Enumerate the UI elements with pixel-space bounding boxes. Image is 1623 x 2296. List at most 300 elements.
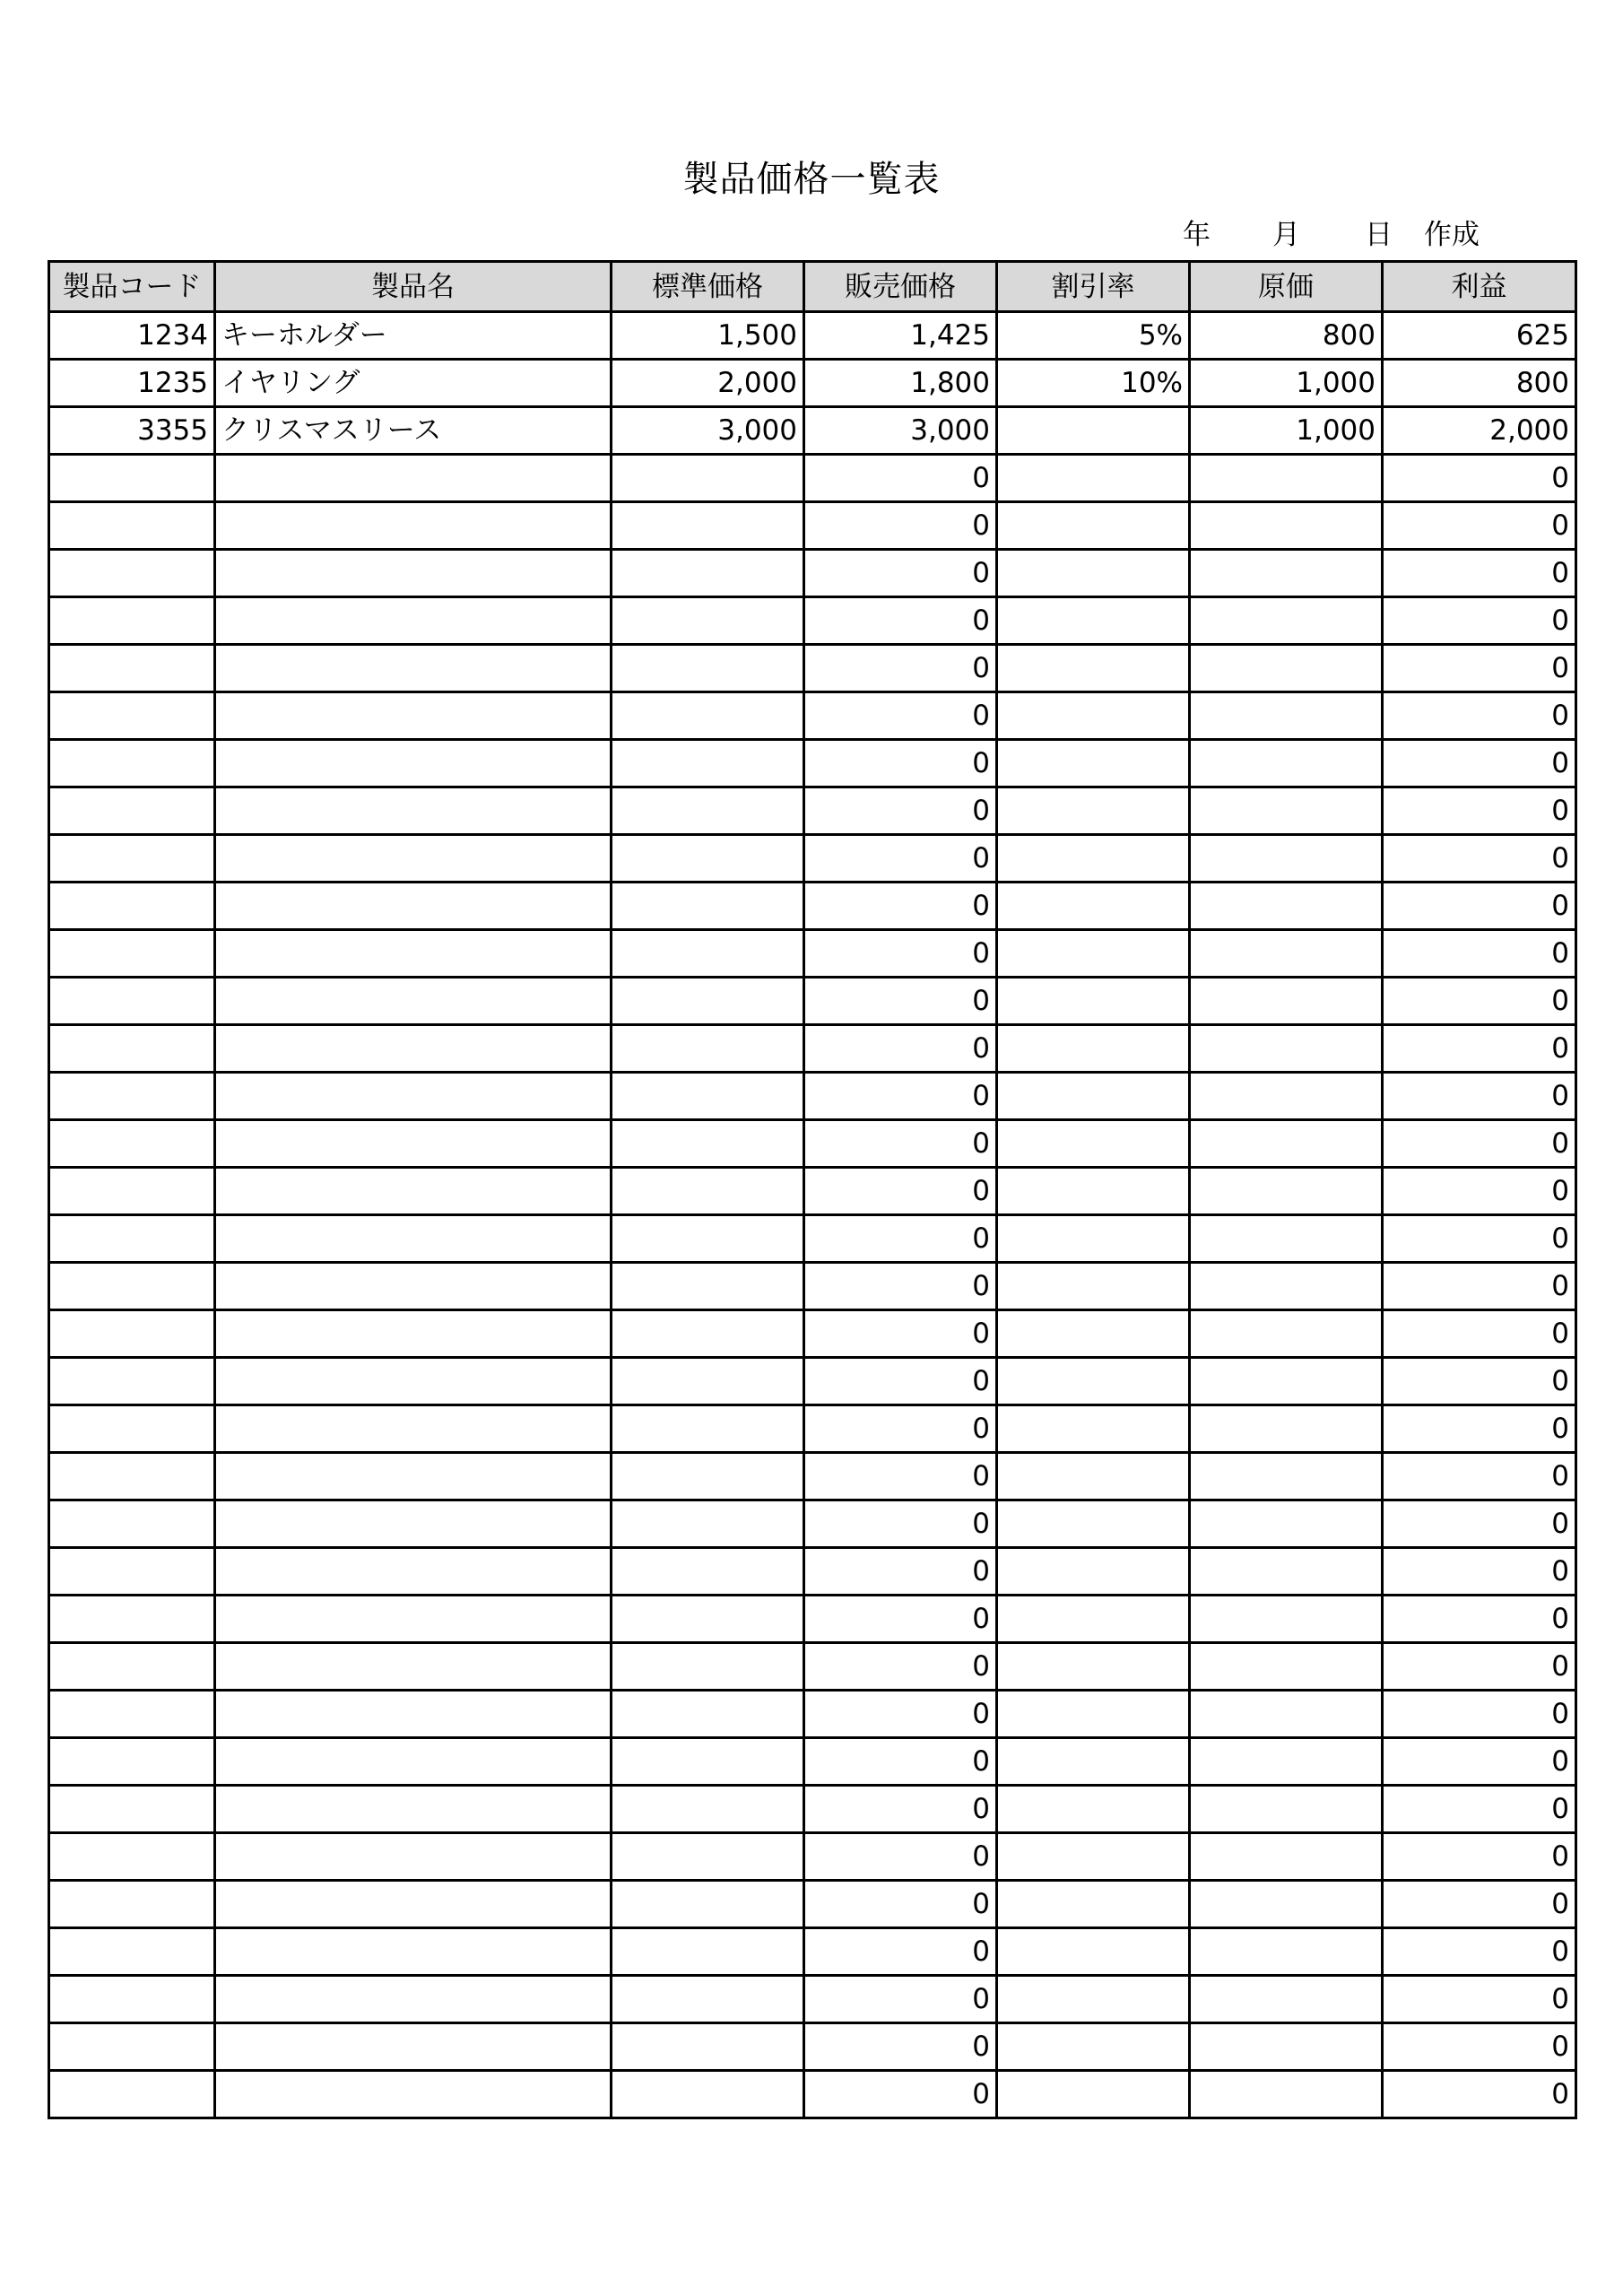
cell-standard-price <box>612 978 804 1025</box>
table-row <box>49 835 1576 883</box>
cell-profit: 0 <box>1383 1786 1576 1833</box>
cell-sale-price: 0 <box>804 455 997 502</box>
cell-sale-price: 0 <box>804 1025 997 1073</box>
table-row <box>49 692 1576 740</box>
table-row <box>49 1643 1576 1691</box>
table-row <box>49 1358 1576 1405</box>
cell-sale-price: 0 <box>804 692 997 740</box>
cell-profit: 0 <box>1383 1405 1576 1453</box>
cell-product-code <box>49 1120 215 1168</box>
cell-product-code <box>49 692 215 740</box>
cell-discount-rate <box>997 787 1190 835</box>
cell-cost <box>1190 787 1383 835</box>
header-discount-rate: 割引率 <box>997 262 1190 312</box>
cell-discount-rate <box>997 1596 1190 1643</box>
cell-cost <box>1190 740 1383 787</box>
cell-profit: 0 <box>1383 1548 1576 1596</box>
cell-cost <box>1190 930 1383 978</box>
table-row <box>49 1168 1576 1215</box>
cell-standard-price <box>612 550 804 597</box>
cell-product-name <box>215 1358 612 1405</box>
cell-discount-rate <box>997 1168 1190 1215</box>
cell-product-name: キーホルダー <box>215 312 612 360</box>
cell-profit: 0 <box>1383 1596 1576 1643</box>
cell-standard-price: 1,500 <box>612 312 804 360</box>
cell-product-name <box>215 1928 612 1976</box>
cell-product-name <box>215 835 612 883</box>
cell-standard-price <box>612 1120 804 1168</box>
document-title: 製品価格一覧表 <box>682 159 941 200</box>
cell-standard-price <box>612 692 804 740</box>
cell-product-name <box>215 1691 612 1738</box>
cell-standard-price <box>612 597 804 645</box>
cell-standard-price: 3,000 <box>612 407 804 455</box>
cell-product-code <box>49 1263 215 1310</box>
cell-standard-price <box>612 1453 804 1500</box>
table-row <box>49 455 1576 502</box>
cell-sale-price: 0 <box>804 1786 997 1833</box>
cell-product-code <box>49 2023 215 2071</box>
cell-product-name <box>215 930 612 978</box>
cell-cost <box>1190 1738 1383 1786</box>
cell-product-name <box>215 550 612 597</box>
date-month-label: 月 <box>1272 219 1300 251</box>
cell-cost <box>1190 883 1383 930</box>
cell-product-name <box>215 740 612 787</box>
cell-standard-price: 2,000 <box>612 360 804 407</box>
cell-discount-rate <box>997 1453 1190 1500</box>
cell-standard-price <box>612 1215 804 1263</box>
cell-cost <box>1190 978 1383 1025</box>
table-row <box>49 645 1576 692</box>
table-row <box>49 740 1576 787</box>
cell-product-name <box>215 1310 612 1358</box>
cell-standard-price <box>612 1928 804 1976</box>
cell-sale-price: 0 <box>804 645 997 692</box>
cell-sale-price: 0 <box>804 883 997 930</box>
cell-product-name <box>215 1120 612 1168</box>
table-row <box>49 1548 1576 1596</box>
cell-cost <box>1190 1025 1383 1073</box>
cell-cost <box>1190 1073 1383 1120</box>
cell-standard-price <box>612 1073 804 1120</box>
cell-product-code <box>49 883 215 930</box>
cell-sale-price: 0 <box>804 502 997 550</box>
cell-profit: 0 <box>1383 597 1576 645</box>
cell-product-code: 1235 <box>49 360 215 407</box>
table-row <box>49 978 1576 1025</box>
cell-product-code <box>49 1453 215 1500</box>
cell-standard-price <box>612 1500 804 1548</box>
cell-product-name <box>215 883 612 930</box>
cell-product-name <box>215 1405 612 1453</box>
cell-product-name <box>215 597 612 645</box>
cell-profit: 0 <box>1383 1168 1576 1215</box>
table-row <box>49 1073 1576 1120</box>
cell-cost <box>1190 550 1383 597</box>
cell-product-code <box>49 1643 215 1691</box>
cell-standard-price <box>612 787 804 835</box>
cell-sale-price: 0 <box>804 1833 997 1881</box>
cell-product-code <box>49 1691 215 1738</box>
table-row <box>49 597 1576 645</box>
table-body <box>49 312 1576 2118</box>
cell-discount-rate <box>997 550 1190 597</box>
cell-profit: 0 <box>1383 1025 1576 1073</box>
cell-standard-price <box>612 1025 804 1073</box>
cell-discount-rate <box>997 692 1190 740</box>
cell-product-code <box>49 502 215 550</box>
cell-product-code <box>49 1976 215 2023</box>
cell-sale-price: 0 <box>804 1881 997 1928</box>
table-row <box>49 550 1576 597</box>
cell-profit: 0 <box>1383 550 1576 597</box>
cell-profit: 0 <box>1383 1073 1576 1120</box>
cell-product-code <box>49 1310 215 1358</box>
header-cost: 原価 <box>1190 262 1383 312</box>
cell-product-code <box>49 835 215 883</box>
cell-sale-price: 0 <box>804 1596 997 1643</box>
cell-sale-price: 1,800 <box>804 360 997 407</box>
cell-product-name <box>215 1263 612 1310</box>
table-row <box>49 360 1576 407</box>
cell-cost <box>1190 597 1383 645</box>
cell-cost <box>1190 1500 1383 1548</box>
cell-profit: 0 <box>1383 930 1576 978</box>
cell-cost <box>1190 1168 1383 1215</box>
cell-cost <box>1190 1358 1383 1405</box>
cell-discount-rate <box>997 2071 1190 2118</box>
cell-cost <box>1190 502 1383 550</box>
cell-standard-price <box>612 502 804 550</box>
cell-cost <box>1190 1643 1383 1691</box>
cell-cost <box>1190 1928 1383 1976</box>
cell-standard-price <box>612 835 804 883</box>
cell-profit: 0 <box>1383 740 1576 787</box>
cell-profit: 0 <box>1383 1643 1576 1691</box>
cell-standard-price <box>612 455 804 502</box>
cell-profit: 0 <box>1383 1263 1576 1310</box>
cell-sale-price: 0 <box>804 1453 997 1500</box>
cell-cost <box>1190 2023 1383 2071</box>
cell-product-code <box>49 1881 215 1928</box>
cell-discount-rate <box>997 1976 1190 2023</box>
cell-discount-rate <box>997 1405 1190 1453</box>
cell-discount-rate <box>997 930 1190 978</box>
cell-discount-rate <box>997 1120 1190 1168</box>
cell-cost <box>1190 1263 1383 1310</box>
cell-cost <box>1190 1881 1383 1928</box>
cell-sale-price: 0 <box>804 740 997 787</box>
cell-cost <box>1190 455 1383 502</box>
cell-discount-rate <box>997 978 1190 1025</box>
cell-product-name <box>215 1500 612 1548</box>
cell-discount-rate <box>997 1786 1190 1833</box>
cell-standard-price <box>612 930 804 978</box>
table-row <box>49 502 1576 550</box>
header-product-name: 製品名 <box>215 262 612 312</box>
cell-cost <box>1190 1976 1383 2023</box>
cell-product-name <box>215 1881 612 1928</box>
cell-product-name <box>215 1738 612 1786</box>
cell-product-code <box>49 597 215 645</box>
table-row <box>49 1453 1576 1500</box>
table-row <box>49 1120 1576 1168</box>
cell-standard-price <box>612 1358 804 1405</box>
cell-profit: 0 <box>1383 787 1576 835</box>
cell-standard-price <box>612 1405 804 1453</box>
table-row <box>49 1881 1576 1928</box>
cell-discount-rate <box>997 1881 1190 1928</box>
cell-sale-price: 0 <box>804 597 997 645</box>
cell-sale-price: 0 <box>804 1215 997 1263</box>
cell-sale-price: 0 <box>804 1120 997 1168</box>
cell-profit: 0 <box>1383 1120 1576 1168</box>
cell-product-code <box>49 1025 215 1073</box>
cell-product-code <box>49 740 215 787</box>
cell-product-code <box>49 1738 215 1786</box>
cell-sale-price: 0 <box>804 1358 997 1405</box>
cell-discount-rate: 5% <box>997 312 1190 360</box>
cell-product-code <box>49 645 215 692</box>
cell-product-name <box>215 692 612 740</box>
table-row <box>49 1833 1576 1881</box>
cell-product-name: クリスマスリース <box>215 407 612 455</box>
cell-discount-rate <box>997 597 1190 645</box>
cell-product-name <box>215 502 612 550</box>
cell-profit: 0 <box>1383 1358 1576 1405</box>
cell-standard-price <box>612 740 804 787</box>
cell-cost: 1,000 <box>1190 407 1383 455</box>
cell-profit: 0 <box>1383 455 1576 502</box>
cell-product-code <box>49 1500 215 1548</box>
cell-sale-price: 0 <box>804 1928 997 1976</box>
cell-product-name <box>215 1025 612 1073</box>
cell-cost <box>1190 1691 1383 1738</box>
cell-product-code <box>49 1596 215 1643</box>
cell-sale-price: 3,000 <box>804 407 997 455</box>
cell-sale-price: 1,425 <box>804 312 997 360</box>
cell-discount-rate <box>997 1073 1190 1120</box>
cell-product-code: 3355 <box>49 407 215 455</box>
cell-profit: 0 <box>1383 1215 1576 1263</box>
cell-standard-price <box>612 1168 804 1215</box>
table-header-row <box>49 262 1576 312</box>
cell-profit: 0 <box>1383 1691 1576 1738</box>
cell-standard-price <box>612 1548 804 1596</box>
cell-cost <box>1190 1453 1383 1500</box>
table-row <box>49 1738 1576 1786</box>
cell-discount-rate <box>997 1833 1190 1881</box>
table-row <box>49 787 1576 835</box>
cell-profit: 0 <box>1383 1976 1576 2023</box>
table-row <box>49 1786 1576 1833</box>
cell-profit: 0 <box>1383 502 1576 550</box>
cell-product-name <box>215 1168 612 1215</box>
cell-discount-rate <box>997 407 1190 455</box>
cell-product-name <box>215 1215 612 1263</box>
cell-cost <box>1190 2071 1383 2118</box>
cell-discount-rate <box>997 1738 1190 1786</box>
cell-cost <box>1190 1120 1383 1168</box>
cell-sale-price: 0 <box>804 1976 997 2023</box>
cell-discount-rate <box>997 1643 1190 1691</box>
cell-product-code <box>49 1548 215 1596</box>
cell-cost <box>1190 835 1383 883</box>
cell-profit: 0 <box>1383 1310 1576 1358</box>
cell-cost: 800 <box>1190 312 1383 360</box>
table-row <box>49 930 1576 978</box>
table-row <box>49 1976 1576 2023</box>
cell-sale-price: 0 <box>804 1073 997 1120</box>
cell-discount-rate <box>997 1263 1190 1310</box>
cell-product-code <box>49 978 215 1025</box>
cell-standard-price <box>612 1596 804 1643</box>
cell-product-name <box>215 455 612 502</box>
table-row <box>49 1025 1576 1073</box>
cell-product-code <box>49 930 215 978</box>
cell-discount-rate <box>997 740 1190 787</box>
table-row <box>49 1215 1576 1263</box>
cell-standard-price <box>612 1738 804 1786</box>
cell-product-name <box>215 1643 612 1691</box>
cell-product-code <box>49 1168 215 1215</box>
cell-discount-rate: 10% <box>997 360 1190 407</box>
cell-cost <box>1190 645 1383 692</box>
cell-product-name <box>215 1073 612 1120</box>
cell-discount-rate <box>997 455 1190 502</box>
cell-product-code <box>49 1786 215 1833</box>
cell-sale-price: 0 <box>804 2071 997 2118</box>
cell-standard-price <box>612 1833 804 1881</box>
cell-sale-price: 0 <box>804 835 997 883</box>
cell-profit: 0 <box>1383 2023 1576 2071</box>
cell-profit: 0 <box>1383 835 1576 883</box>
cell-sale-price: 0 <box>804 1643 997 1691</box>
cell-product-name <box>215 978 612 1025</box>
cell-discount-rate <box>997 1025 1190 1073</box>
cell-profit: 0 <box>1383 883 1576 930</box>
cell-product-name <box>215 1976 612 2023</box>
cell-discount-rate <box>997 1310 1190 1358</box>
cell-product-code <box>49 1358 215 1405</box>
cell-cost <box>1190 1215 1383 1263</box>
table-row <box>49 1500 1576 1548</box>
header-profit: 利益 <box>1383 262 1576 312</box>
cell-product-name <box>215 1548 612 1596</box>
cell-cost: 1,000 <box>1190 360 1383 407</box>
cell-sale-price: 0 <box>804 1738 997 1786</box>
cell-discount-rate <box>997 502 1190 550</box>
cell-sale-price: 0 <box>804 1500 997 1548</box>
cell-product-code <box>49 787 215 835</box>
cell-sale-price: 0 <box>804 1691 997 1738</box>
table-row <box>49 883 1576 930</box>
header-standard-price: 標準価格 <box>612 262 804 312</box>
table-row <box>49 1310 1576 1358</box>
cell-discount-rate <box>997 2023 1190 2071</box>
cell-standard-price <box>612 1263 804 1310</box>
date-day-label: 日 <box>1365 219 1393 251</box>
cell-cost <box>1190 692 1383 740</box>
cell-standard-price <box>612 1881 804 1928</box>
cell-cost <box>1190 1548 1383 1596</box>
price-list-table <box>48 260 1577 2119</box>
cell-sale-price: 0 <box>804 1168 997 1215</box>
cell-product-name <box>215 2071 612 2118</box>
cell-product-name <box>215 645 612 692</box>
table-row <box>49 1405 1576 1453</box>
cell-standard-price <box>612 2071 804 2118</box>
cell-cost <box>1190 1596 1383 1643</box>
cell-profit: 800 <box>1383 360 1576 407</box>
cell-profit: 0 <box>1383 692 1576 740</box>
date-created-label: 作成 <box>1424 219 1480 251</box>
cell-sale-price: 0 <box>804 1263 997 1310</box>
cell-product-name <box>215 2023 612 2071</box>
cell-profit: 0 <box>1383 2071 1576 2118</box>
cell-discount-rate <box>997 1928 1190 1976</box>
cell-standard-price <box>612 1976 804 2023</box>
cell-sale-price: 0 <box>804 787 997 835</box>
cell-cost <box>1190 1786 1383 1833</box>
cell-product-code <box>49 550 215 597</box>
cell-sale-price: 0 <box>804 978 997 1025</box>
header-sale-price: 販売価格 <box>804 262 997 312</box>
cell-product-code <box>49 1215 215 1263</box>
cell-discount-rate <box>997 1215 1190 1263</box>
cell-profit: 2,000 <box>1383 407 1576 455</box>
cell-discount-rate <box>997 883 1190 930</box>
cell-sale-price: 0 <box>804 1405 997 1453</box>
creation-date-line <box>0 215 1623 255</box>
cell-discount-rate <box>997 1358 1190 1405</box>
date-year-label: 年 <box>1183 219 1211 251</box>
cell-cost <box>1190 1310 1383 1358</box>
cell-sale-price: 0 <box>804 930 997 978</box>
table-row <box>49 2023 1576 2071</box>
cell-sale-price: 0 <box>804 2023 997 2071</box>
cell-standard-price <box>612 2023 804 2071</box>
cell-profit: 625 <box>1383 312 1576 360</box>
cell-profit: 0 <box>1383 978 1576 1025</box>
cell-profit: 0 <box>1383 1881 1576 1928</box>
cell-discount-rate <box>997 1691 1190 1738</box>
cell-discount-rate <box>997 645 1190 692</box>
cell-product-code: 1234 <box>49 312 215 360</box>
cell-standard-price <box>612 1643 804 1691</box>
cell-profit: 0 <box>1383 1738 1576 1786</box>
cell-product-code <box>49 455 215 502</box>
cell-profit: 0 <box>1383 1833 1576 1881</box>
cell-product-name <box>215 1786 612 1833</box>
cell-sale-price: 0 <box>804 1310 997 1358</box>
cell-product-code <box>49 2071 215 2118</box>
cell-discount-rate <box>997 835 1190 883</box>
header-product-code: 製品コード <box>49 262 215 312</box>
cell-standard-price <box>612 645 804 692</box>
cell-product-code <box>49 1073 215 1120</box>
cell-discount-rate <box>997 1500 1190 1548</box>
cell-discount-rate <box>997 1548 1190 1596</box>
cell-profit: 0 <box>1383 1453 1576 1500</box>
cell-profit: 0 <box>1383 1500 1576 1548</box>
cell-product-name <box>215 787 612 835</box>
cell-sale-price: 0 <box>804 1548 997 1596</box>
table-row <box>49 1691 1576 1738</box>
table-row <box>49 407 1576 455</box>
cell-sale-price: 0 <box>804 550 997 597</box>
